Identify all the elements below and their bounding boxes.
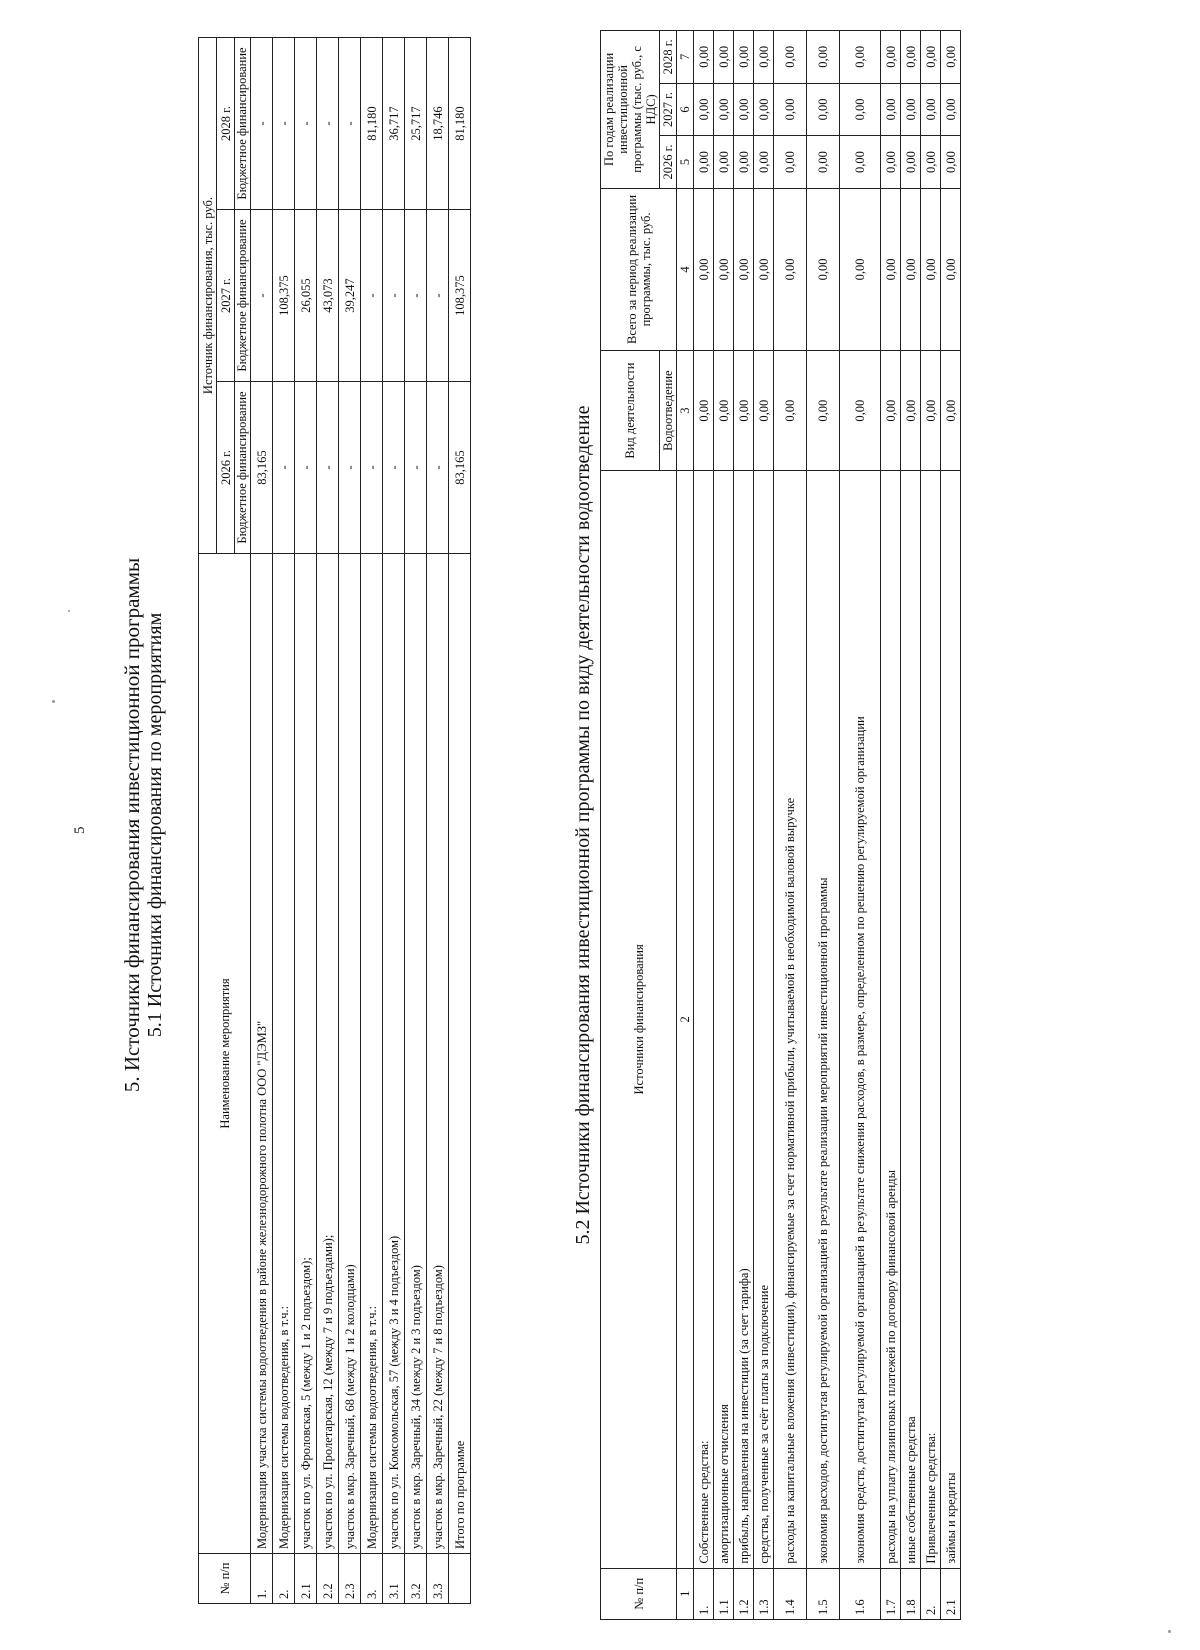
value-2027: 0,00 <box>881 83 901 136</box>
source-name: Собственные средства: <box>694 471 714 1568</box>
value-2026: - <box>405 382 427 554</box>
value-2028: 0,00 <box>774 31 807 84</box>
value-2028: - <box>295 38 317 210</box>
activity-value: 0,00 <box>774 351 807 471</box>
value-2026: 0,00 <box>714 136 734 189</box>
value-2026: 0,00 <box>921 136 941 189</box>
value-2026: - <box>295 382 317 554</box>
value-2027: - <box>405 210 427 382</box>
measure-name: участок по ул. Пролетарская, 12 (между 7 и 9 подъездами); <box>317 554 339 1554</box>
measure-name: Итого по программе <box>449 554 471 1554</box>
value-2028: 81,180 <box>361 38 383 210</box>
scan-speck <box>68 610 70 612</box>
t1-year-2027: 2027 г. <box>217 210 235 382</box>
value-2028: 0,00 <box>881 31 901 84</box>
row-number: 2. <box>273 1554 295 1604</box>
value-2028: 0,00 <box>694 31 714 84</box>
source-name: экономия средств, достигнутая регулируемой организацией в результате снижения расходов, в размере, определенном по решению регулируемой организации <box>840 471 881 1568</box>
t1-funding-type: Бюджетное финансирование <box>235 38 251 210</box>
activity-value: 0,00 <box>941 351 961 471</box>
total-value: 0,00 <box>921 188 941 350</box>
value-2027: 43,073 <box>317 210 339 382</box>
value-2027: 0,00 <box>774 83 807 136</box>
measure-name: Модернизация системы водоотведения, в т.ч.: <box>361 554 383 1554</box>
row-number: 3.2 <box>405 1554 427 1604</box>
value-2028: 0,00 <box>754 31 774 84</box>
total-value: 0,00 <box>754 188 774 350</box>
table-row <box>405 38 427 1604</box>
column-index: 5 <box>677 136 694 189</box>
value-2028: - <box>273 38 295 210</box>
t1-year-2026: 2026 г. <box>217 382 235 554</box>
value-2027: 0,00 <box>694 83 714 136</box>
t1-funding-type: Бюджетное финансирование <box>235 382 251 554</box>
column-index: 1 <box>677 1568 694 1619</box>
source-name: займы и кредиты <box>941 471 961 1568</box>
value-2027: 26,055 <box>295 210 317 382</box>
column-index: 7 <box>677 31 694 84</box>
total-value: 0,00 <box>774 188 807 350</box>
value-2027: 0,00 <box>921 83 941 136</box>
row-number: 1.8 <box>901 1568 921 1619</box>
value-2028: 36,717 <box>383 38 405 210</box>
section-heading: 5. Источники финансирования инвестиционной программы <box>120 557 144 1093</box>
table-row <box>449 38 471 1604</box>
table-row <box>361 38 383 1604</box>
table-row <box>734 31 754 1620</box>
scan-speck <box>1168 1630 1171 1633</box>
source-name: прибыль, направленная на инвестиции (за счет тарифа) <box>734 471 754 1568</box>
value-2026: 0,00 <box>774 136 807 189</box>
table-row <box>383 38 405 1604</box>
funding-by-activity-table <box>600 30 961 1620</box>
activity-value: 0,00 <box>881 351 901 471</box>
table-row <box>339 38 361 1604</box>
table-row <box>881 31 901 1620</box>
row-number: 1.6 <box>840 1568 881 1619</box>
value-2027: - <box>427 210 449 382</box>
row-number: 2.3 <box>339 1554 361 1604</box>
value-2028: 25,717 <box>405 38 427 210</box>
value-2028: - <box>317 38 339 210</box>
table-row <box>941 31 961 1620</box>
measure-name: Модернизация системы водоотведения, в т.ч.: <box>273 554 295 1554</box>
row-number <box>449 1554 471 1604</box>
value-2027: - <box>383 210 405 382</box>
value-2026: 0,00 <box>754 136 774 189</box>
value-2026: - <box>273 382 295 554</box>
value-2027: - <box>361 210 383 382</box>
source-name: Привлеченные средства: <box>921 471 941 1568</box>
value-2026: 83,165 <box>251 382 273 554</box>
value-2028: 0,00 <box>941 31 961 84</box>
value-2027: 0,00 <box>901 83 921 136</box>
value-2026: 0,00 <box>941 136 961 189</box>
column-index: 2 <box>677 471 694 1568</box>
activity-value: 0,00 <box>807 351 840 471</box>
source-name: иные собственные средства <box>901 471 921 1568</box>
row-number: 1. <box>251 1554 273 1604</box>
row-number: 3.3 <box>427 1554 449 1604</box>
value-2026: - <box>317 382 339 554</box>
row-number: 1.5 <box>807 1568 840 1619</box>
measure-name: участок в мкр. Заречный, 34 (между 2 и 3 подъездом) <box>405 554 427 1554</box>
row-number: 2.1 <box>295 1554 317 1604</box>
value-2026: 0,00 <box>881 136 901 189</box>
row-number: 1.1 <box>714 1568 734 1619</box>
value-2028: - <box>251 38 273 210</box>
row-number: 2. <box>921 1568 941 1619</box>
t2-col-source: Источники финансирования <box>601 471 677 1568</box>
table-row <box>901 31 921 1620</box>
value-2028: 0,00 <box>714 31 734 84</box>
subsection-heading-5-1: 5.1 Источники финансирования по мероприятиям <box>144 612 166 1038</box>
value-2027: 0,00 <box>734 83 754 136</box>
table-row <box>295 38 317 1604</box>
value-2027: 0,00 <box>840 83 881 136</box>
table-row <box>694 31 714 1620</box>
activity-value: 0,00 <box>901 351 921 471</box>
value-2026: 83,165 <box>449 382 471 554</box>
table-row <box>714 31 734 1620</box>
t2-index-row <box>677 31 694 1620</box>
t2-year-2027: 2027 г. <box>660 83 677 136</box>
value-2028: 0,00 <box>901 31 921 84</box>
t2-col-no: № п/п <box>601 1568 677 1619</box>
value-2026: - <box>383 382 405 554</box>
scan-speck <box>52 700 55 703</box>
t1-source-header: Источник финансирования, тыс. руб. <box>199 38 217 554</box>
value-2026: - <box>427 382 449 554</box>
measure-name: участок по ул. Фроловская, 5 (между 1 и 2 подъездом); <box>295 554 317 1554</box>
value-2026: 0,00 <box>807 136 840 189</box>
t2-activity-value: Водоотведение <box>660 351 677 471</box>
measure-name: участок по ул. Комсомольская, 57 (между 3 и 4 подъездом) <box>383 554 405 1554</box>
t1-year-2028: 2028 г. <box>217 38 235 210</box>
source-name: средства, полученные за счёт платы за подключение <box>754 471 774 1568</box>
measure-name: Модернизация участка системы водоотведения в районе железнодорожного полотна ООО "ДЭМЗ" <box>251 554 273 1554</box>
value-2027: 0,00 <box>807 83 840 136</box>
activity-value: 0,00 <box>921 351 941 471</box>
value-2026: - <box>339 382 361 554</box>
total-value: 0,00 <box>694 188 714 350</box>
page-number: 5 <box>72 826 88 834</box>
value-2028: 0,00 <box>840 31 881 84</box>
value-2028: - <box>339 38 361 210</box>
activity-value: 0,00 <box>840 351 881 471</box>
value-2028: 81,180 <box>449 38 471 210</box>
value-2027: 108,375 <box>449 210 471 382</box>
activity-value: 0,00 <box>734 351 754 471</box>
column-index: 6 <box>677 83 694 136</box>
column-index: 4 <box>677 188 694 350</box>
measure-name: участок в мкр. Заречный, 68 (между 1 и 2 колодцами) <box>339 554 361 1554</box>
row-number: 2.1 <box>941 1568 961 1619</box>
source-name: амортизационные отчисления <box>714 471 734 1568</box>
row-number: 1.2 <box>734 1568 754 1619</box>
total-value: 0,00 <box>840 188 881 350</box>
t1-funding-type: Бюджетное финансирование <box>235 210 251 382</box>
row-number: 3. <box>361 1554 383 1604</box>
row-number: 2.2 <box>317 1554 339 1604</box>
table-row <box>774 31 807 1620</box>
value-2028: 0,00 <box>921 31 941 84</box>
table-row <box>317 38 339 1604</box>
total-value: 0,00 <box>881 188 901 350</box>
value-2027: - <box>251 210 273 382</box>
table-row <box>754 31 774 1620</box>
value-2026: 0,00 <box>840 136 881 189</box>
total-value: 0,00 <box>714 188 734 350</box>
value-2026: 0,00 <box>694 136 714 189</box>
total-value: 0,00 <box>941 188 961 350</box>
value-2027: 0,00 <box>714 83 734 136</box>
measure-name: участок в мкр. Заречный, 22 (между 7 и 8 подъездом) <box>427 554 449 1554</box>
row-number: 3.1 <box>383 1554 405 1604</box>
activity-value: 0,00 <box>694 351 714 471</box>
t2-col-years: По годам реализации инвестиционной программы (тыс. руб., с НДС) <box>601 31 660 189</box>
total-value: 0,00 <box>901 188 921 350</box>
t2-year-2026: 2026 г. <box>660 136 677 189</box>
value-2027: 0,00 <box>941 83 961 136</box>
total-value: 0,00 <box>734 188 754 350</box>
row-number: 1.3 <box>754 1568 774 1619</box>
t2-year-2028: 2028 г. <box>660 31 677 84</box>
table-row <box>807 31 840 1620</box>
table-row <box>840 31 881 1620</box>
value-2027: 39,247 <box>339 210 361 382</box>
t2-col-activity: Вид деятельности <box>601 351 660 471</box>
table-row <box>251 38 273 1604</box>
column-index: 3 <box>677 351 694 471</box>
row-number: 1. <box>694 1568 714 1619</box>
source-name: расходы на уплату лизинговых платежей по договору финансовой аренды <box>881 471 901 1568</box>
t1-col-no: № п/п <box>199 1554 251 1604</box>
activity-value: 0,00 <box>754 351 774 471</box>
funding-by-measures-table <box>198 37 471 1604</box>
table-row <box>921 31 941 1620</box>
source-name: экономия расходов, достигнутая регулируемой организацией в результате реализации мероприятий инвестиционной программы <box>807 471 840 1568</box>
value-2026: 0,00 <box>734 136 754 189</box>
value-2027: 0,00 <box>754 83 774 136</box>
table-row <box>427 38 449 1604</box>
activity-value: 0,00 <box>714 351 734 471</box>
row-number: 1.7 <box>881 1568 901 1619</box>
subsection-heading-5-2: 5.2 Источники финансирования инвестиционной программы по виду деятельности водоотведение <box>572 405 594 1245</box>
table-row <box>273 38 295 1604</box>
value-2028: 0,00 <box>807 31 840 84</box>
row-number: 1.4 <box>774 1568 807 1619</box>
value-2028: 0,00 <box>734 31 754 84</box>
t1-col-name: Наименование мероприятия <box>199 554 251 1554</box>
value-2027: 108,375 <box>273 210 295 382</box>
value-2026: 0,00 <box>901 136 921 189</box>
total-value: 0,00 <box>807 188 840 350</box>
value-2028: 18,746 <box>427 38 449 210</box>
source-name: расходы на капитальные вложения (инвестиции), финансируемые за счет нормативной прибыли, учитываемой в необходимой валовой выручке <box>774 471 807 1568</box>
value-2026: - <box>361 382 383 554</box>
t2-col-total: Всего за период реализации программы, тыс. руб. <box>601 188 677 350</box>
